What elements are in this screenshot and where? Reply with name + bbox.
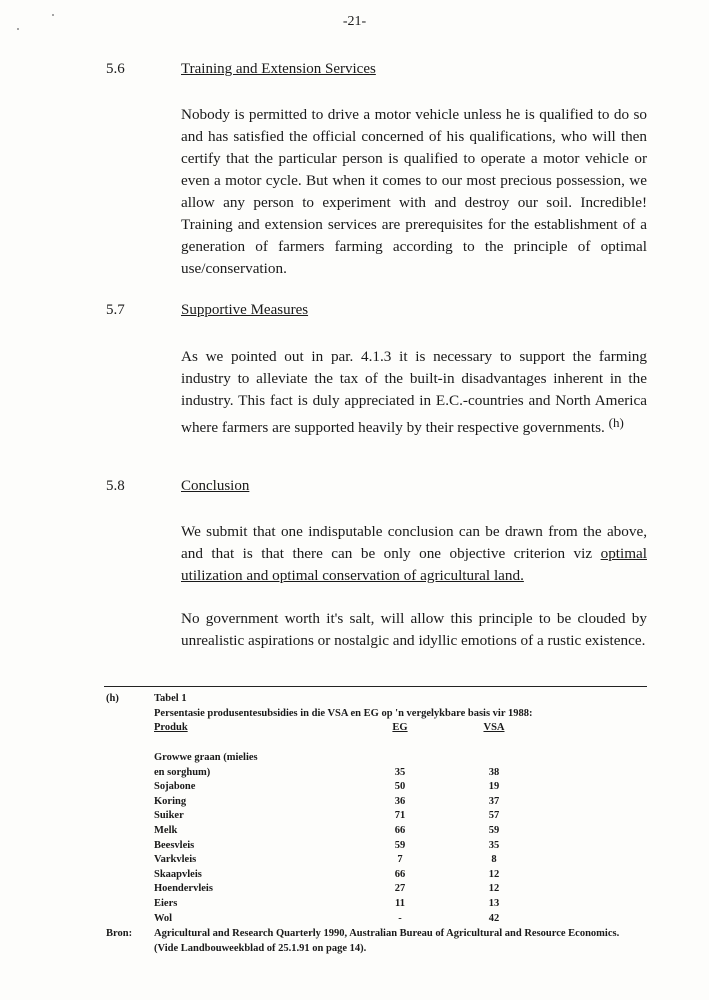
table-title: Tabel 1 — [154, 693, 187, 704]
column-header-vsa: VSA — [483, 722, 505, 733]
paragraph — [181, 346, 647, 439]
table-cell-produk: Hoendervleis — [154, 883, 213, 895]
table-caption: Persentasie produsentesubsidies in die VSA en EG op 'n vergelykbare basis vir 1988: — [154, 708, 533, 719]
paragraph-text: As we pointed out in par. 4.1.3 it is necessary to support the farming industry to alleviate the tax of the built-in disadvantages inherent in the industry. This fact is duly appreciated in E.C.-countries and North America where farmers are supported heavily by their respective governments. — [181, 348, 647, 436]
table-cell-produk: Eiers — [154, 898, 178, 909]
table-cell-eg: 59 — [394, 839, 406, 851]
page-number: -21- — [342, 14, 367, 29]
table-cell-eg: 35 — [394, 766, 406, 778]
section-number: 5.6 — [106, 61, 125, 77]
table-cell-vsa: 37 — [488, 795, 500, 807]
footnote-reference: (h) — [608, 415, 624, 430]
table-cell-eg: 66 — [394, 825, 406, 836]
table-cell-eg: 66 — [394, 868, 406, 880]
table-cell-vsa: 57 — [488, 810, 500, 822]
table-cell-eg: 11 — [395, 898, 405, 909]
underlined-conclusion: optimal utilization and optimal conservation of agricultural land. — [181, 545, 647, 584]
table-cell-eg: 71 — [394, 810, 406, 822]
section-heading: Training and Extension Services — [181, 61, 376, 77]
section-number: 5.8 — [106, 478, 125, 494]
column-header-eg: EG — [392, 722, 408, 733]
section-heading: Supportive Measures — [181, 302, 309, 318]
footnote-label: (h) — [106, 693, 119, 704]
table-cell-produk: Wol — [154, 912, 173, 924]
table-cell-vsa: 8 — [491, 854, 497, 866]
table-cell-produk: Melk — [154, 825, 178, 836]
table-cell-vsa: 13 — [488, 898, 500, 909]
table-cell-vsa: 12 — [488, 883, 500, 895]
table-cell-eg: - — [398, 912, 402, 924]
table-cell-vsa: 59 — [488, 825, 500, 836]
source-label: Bron: — [106, 928, 133, 939]
table-cell-vsa: 42 — [488, 912, 500, 924]
section-heading: Conclusion — [181, 478, 250, 494]
section-number: 5.7 — [106, 302, 125, 318]
table-cell-vsa: 38 — [488, 766, 500, 778]
paragraph: Nobody is permitted to drive a motor vehicle unless he is qualified to do so and has satisfied the official concerned of his qualifications, who will then certify that the particular person is qualified to operate a motor vehicle or even a motor cycle. But when it comes to our most precious possession, we allow any person to experiment with and destroy our soil. Incredible! Training and extension services are prerequisites for the establishment of a generation of farmers farming according to the principle of optimal use/conservation. — [181, 106, 647, 277]
table-cell-produk: Varkvleis — [154, 854, 197, 866]
table-cell-produk: en sorghum) — [154, 766, 211, 778]
source-text: Agricultural and Research Quarterly 1990, Australian Bureau of Agricultural and Resource Economics. (Vide Landbouweekblad of 25.1.91 on page 14). — [154, 928, 620, 954]
paragraph: No government worth it's salt, will allow this principle to be clouded by unrealistic aspirations or nostalgic and idyllic emotions of a rustic existence. — [181, 610, 647, 649]
table-cell-produk: Skaapvleis — [154, 868, 202, 880]
table-cell-vsa: 12 — [488, 868, 500, 880]
table-cell-vsa: 19 — [488, 781, 500, 793]
table-cell-produk: Growwe graan (mielies — [154, 752, 258, 763]
table-cell-eg: 36 — [394, 795, 406, 807]
paragraph-text: We submit that one indisputable conclusion can be drawn from the above, and that is that there can be only one objective criterion viz — [181, 523, 647, 562]
paragraph — [181, 521, 647, 587]
table-cell-produk: Suiker — [154, 810, 184, 822]
table-cell-produk: Beesvleis — [154, 839, 195, 851]
footnote-divider — [104, 686, 647, 687]
table-cell-eg: 27 — [394, 883, 406, 895]
table-cell-eg: 7 — [397, 854, 403, 866]
column-header-produk: Produk — [154, 722, 188, 733]
table-cell-produk: Sojabone — [154, 781, 196, 793]
table-cell-vsa: 35 — [488, 839, 500, 851]
table-cell-eg: 50 — [394, 781, 406, 793]
table-cell-produk: Koring — [154, 795, 187, 807]
